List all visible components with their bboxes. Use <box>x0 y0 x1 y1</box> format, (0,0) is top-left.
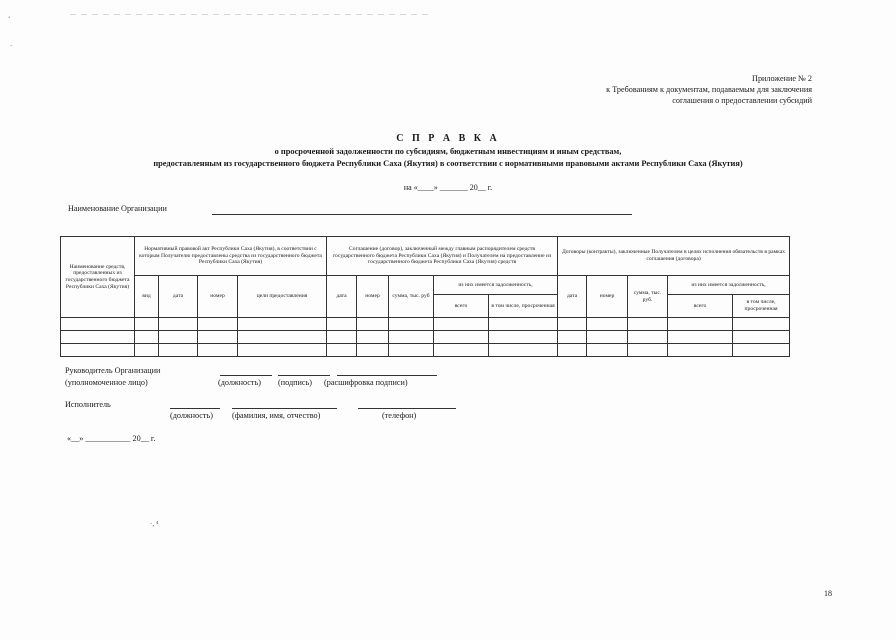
scan-artifact <box>70 14 430 15</box>
executor-label: Исполнитель <box>65 400 111 409</box>
table-row <box>61 331 790 344</box>
organization-label: Наименование Организации <box>68 204 167 213</box>
appendix-reference: к Требованиям к документам, подаваемым для заключения <box>606 85 812 94</box>
scan-speck: · <box>10 42 13 50</box>
header-funds-name: Наименование средств, предоставленных из государственного бюджета Республики Саха (Якутия) <box>61 237 135 318</box>
authorized-label: (уполномоченное лицо) <box>65 378 148 387</box>
header-date: дата <box>159 276 198 318</box>
head-label: Руководитель Организации <box>65 366 161 375</box>
header-agreement-total: всего <box>434 295 489 318</box>
header-contract-date: дата <box>558 276 587 318</box>
subtitle-line: предоставленным из государственного бюджета Республики Саха (Якутия) в соответствии с нормативными правовыми актами Республики Саха (Якутия) <box>153 159 743 168</box>
header-contracts: Договоры (контракты), заключенные Получателем в целях исполнения обязательств в рамках соглашения (договора) <box>558 237 790 276</box>
organization-name-field <box>212 214 632 215</box>
decryption-line <box>337 375 437 376</box>
executor-phone-line <box>358 408 456 409</box>
executor-position-line <box>170 408 220 409</box>
header-agreement: Соглашение (договор), заключенный между главным распорядителем средств государственного бюджета Республики Саха (Якутия) и Получателем на предоставление из государственного бюджета Республики Саха (Якутия) средств <box>327 237 558 276</box>
header-normative-act: Нормативный правовой акт Республики Саха (Якутия), в соответствии с которым Получателю предоставлены средства из государственного бюджета Республики Саха (Якутия) <box>135 237 327 276</box>
header-purpose: цели предоставления <box>238 276 327 318</box>
header-agreement-date: дата <box>327 276 357 318</box>
position-caption: (должность) <box>218 378 261 387</box>
subtitle-line: о просроченной задолженности по субсидиям, бюджетным инвестициям и иным средствам, <box>274 147 622 156</box>
table-row <box>61 344 790 357</box>
scan-speck: ·, ⁴ <box>150 520 159 528</box>
header-contract-debt: из них имеется задолженность, <box>668 276 790 295</box>
position-line <box>220 375 272 376</box>
signature-line <box>278 375 330 376</box>
header-agreement-sum: сумма, тыс. руб <box>389 276 434 318</box>
header-type: вид <box>135 276 159 318</box>
header-agreement-number: номер <box>357 276 389 318</box>
header-contract-overdue: в том числе, просроченная <box>733 295 790 318</box>
page-number: 18 <box>824 589 832 598</box>
header-contract-number: номер <box>587 276 628 318</box>
report-date-field: на «____» _______ 20__ г. <box>403 183 493 192</box>
executor-position-caption: (должность) <box>170 411 213 420</box>
signature-date-field: «__» ___________ 20__ г. <box>67 434 156 443</box>
table-row <box>61 318 790 331</box>
executor-name-line <box>232 408 337 409</box>
scan-speck: ‘ <box>8 15 11 23</box>
appendix-number: Приложение № 2 <box>752 74 812 83</box>
executor-name-caption: (фамилия, имя, отчество) <box>232 411 321 420</box>
document-subtitle <box>0 146 896 170</box>
header-contract-total: всего <box>668 295 733 318</box>
debt-table <box>60 236 790 357</box>
appendix-header <box>606 73 812 106</box>
header-agreement-overdue: в том числе, просроченная <box>489 295 558 318</box>
appendix-reference-cont: соглашения о предоставлении субсидий <box>672 96 812 105</box>
header-contract-sum: сумма, тыс. руб. <box>628 276 668 318</box>
header-number: номер <box>198 276 238 318</box>
decryption-caption: (расшифровка подписи) <box>324 378 408 387</box>
signature-caption: (подпись) <box>278 378 312 387</box>
executor-phone-caption: (телефон) <box>382 411 417 420</box>
document-title: С П Р А В К А <box>396 133 500 144</box>
header-agreement-debt: из них имеется задолженность, <box>434 276 558 295</box>
